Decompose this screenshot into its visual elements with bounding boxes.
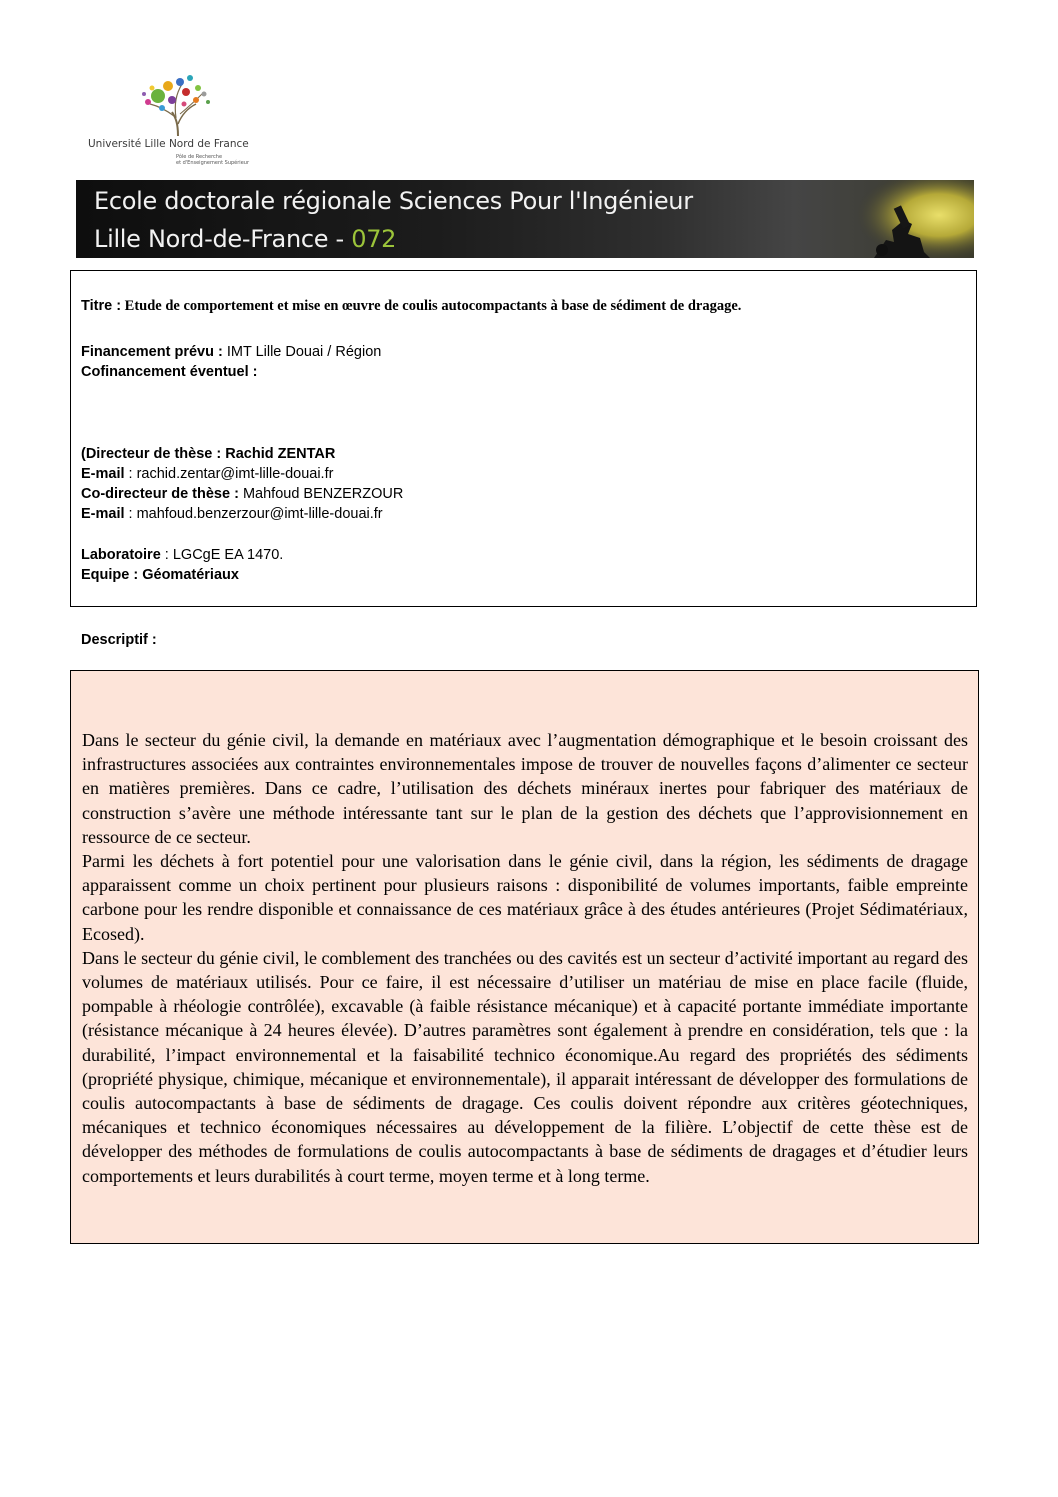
cofunding-line: [81, 362, 257, 382]
team-line: [81, 565, 239, 585]
description-heading: Descriptif :: [81, 632, 157, 648]
codirector-email-label: E-mail: [81, 506, 125, 522]
funding-value: IMT Lille Douai / Région: [226, 344, 382, 360]
codirector-email-line: [81, 504, 383, 524]
banner-title-line-2: [94, 225, 396, 253]
codirector-line: [81, 484, 403, 504]
funding-line: [81, 342, 381, 362]
team-value: Géomatériaux: [142, 567, 239, 583]
codirector-email-value: : mahfoud.benzerzour@imt-lille-douai.fr: [128, 506, 383, 522]
university-subtitle-line-1: Pôle de Recherche: [176, 154, 223, 160]
cofunding-label: Cofinancement éventuel :: [81, 364, 258, 380]
university-name: Université Lille Nord de France: [88, 138, 249, 150]
banner-school-code: 072: [351, 225, 397, 253]
banner-title-line-1: Ecole doctorale régionale Sciences Pour l'Ingénieur: [94, 187, 693, 215]
university-subtitle: [176, 154, 249, 166]
director-email-value: : rachid.zentar@imt-lille-douai.fr: [128, 466, 334, 482]
codirector-value: Mahfoud BENZERZOUR: [242, 486, 404, 502]
description-text: [82, 728, 968, 1188]
description-paragraph: Dans le secteur du génie civil, le comblement des tranchées ou des cavités est un secteur d’activité important au regard des volumes de matériaux utilisés. Pour ce faire, il est nécessaire d’utiliser un matériau de mise en place facile (fluide, pompable à rhéologie contrôlée), excavable (à faible résistance mécanique) et à capacité portante immédiate importante (résistance mécanique à 24 heures élevée). D’autres paramètres sont également à prendre en considération, tels que : la durabilité, l’impact environnemental et la faisabilité technico économique.Au regard des propriétés des sédiments (propriété physique, chimique, mécanique et environnementale), il apparait intéressant de développer des formulations de coulis autocompactants à base de sédiments de dragage. Ces coulis doivent répondre aux critères géotechniques, mécaniques et technico économiques nécessaires au développement de la filière. L’objectif de cette thèse est de développer des méthodes de formulations de coulis autocompactants à base de sédiments de dragages et d’étudier leurs comportements et leurs durabilités à court terme, moyen terme et à long terme.: [82, 947, 968, 1186]
funding-label: Financement prévu :: [81, 344, 223, 360]
director-email-label: E-mail: [81, 466, 125, 482]
banner-location: Lille Nord-de-France -: [94, 225, 352, 253]
thesis-info-box: [70, 270, 977, 607]
director-value: Rachid ZENTAR: [225, 446, 336, 462]
microscope-image-icon: [834, 180, 974, 258]
lab-line: [81, 545, 283, 565]
description-box: [70, 670, 979, 1244]
description-paragraph: Dans le secteur du génie civil, la demande en matériaux avec l’augmentation démographique et le besoin croissant des infrastructures associées aux contraintes environnementales impose de trouver de nouvelles façons d’alimenter ce secteur en matières premières. Dans ce cadre, l’utilisation des déchets minéraux inertes pour fabriquer des matériaux de construction s’avère une méthode intéressante tant sur le plan de la gestion des déchets que l’approvisionnement en ressource de ce secteur.: [82, 730, 968, 847]
description-paragraph: Parmi les déchets à fort potentiel pour une valorisation dans le génie civil, dans la région, les sédiments de dragage apparaissent comme un choix pertinent pour plusieurs raisons : disponibilité de volumes importants, faible empreinte carbone pour les rendre disponible et connaissance de ces matériaux grâce à des études antérieures (Projet Sédimatériaux, Ecosed).: [82, 851, 968, 944]
title-value: Etude de comportement et mise en œuvre de coulis autocompactants à base de sédiment de dragage.: [124, 298, 742, 314]
team-label: Equipe :: [81, 567, 139, 583]
title-label: Titre :: [81, 298, 122, 314]
doctoral-school-banner: [76, 180, 974, 258]
director-line: [81, 444, 335, 464]
lab-value: : LGCgE EA 1470.: [164, 547, 284, 563]
lab-label: Laboratoire: [81, 547, 161, 563]
director-label: (Directeur de thèse :: [81, 446, 222, 462]
director-email-line: [81, 464, 333, 484]
thesis-title: [81, 296, 969, 317]
university-logo: [88, 74, 263, 174]
university-subtitle-line-2: et d'Enseignement Supérieur: [176, 160, 249, 166]
tree-logo-icon: [138, 74, 268, 140]
codirector-label: Co-directeur de thèse :: [81, 486, 239, 502]
